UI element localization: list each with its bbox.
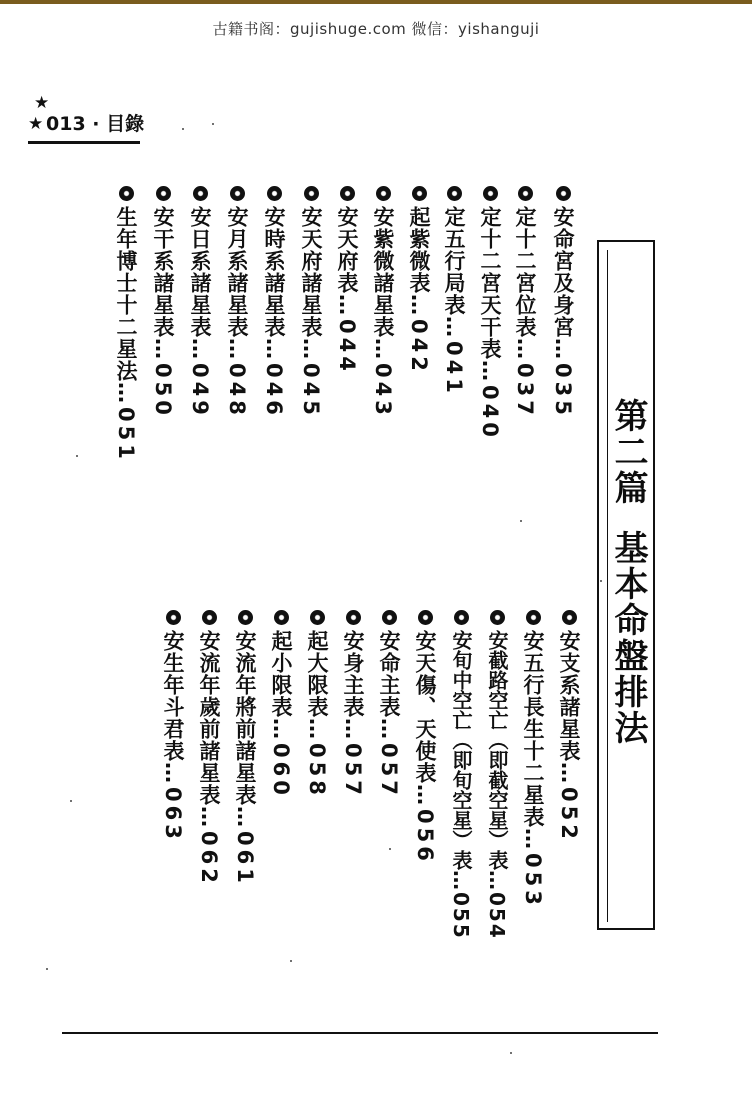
toc-page: …057	[377, 718, 401, 799]
bullet-icon	[556, 186, 571, 201]
toc-entry[interactable]	[224, 186, 250, 419]
scan-speck	[212, 123, 214, 125]
chapter-title: 基本命盤排法	[608, 530, 648, 746]
toc-page: …045	[299, 338, 323, 419]
toc-page: …048	[225, 338, 249, 419]
toc-title: 安干系諸星表	[151, 206, 176, 338]
toc-page: …056	[413, 784, 437, 865]
bullet-icon	[518, 186, 533, 201]
toc-page: …041	[442, 316, 466, 397]
toc-title: 安旬中空亡（即旬空星）表	[449, 630, 473, 870]
bullet-icon	[202, 610, 217, 625]
bullet-icon	[238, 610, 253, 625]
scan-speck	[290, 960, 292, 962]
bullet-icon	[346, 610, 361, 625]
bullet-icon	[166, 610, 181, 625]
toc-page: …040	[478, 360, 502, 441]
toc-page: …061	[233, 806, 257, 887]
bullet-icon	[119, 186, 134, 201]
header-rule	[28, 141, 140, 144]
toc-title: 安支系諸星表	[557, 630, 582, 762]
toc-title: 定五行局表	[442, 206, 467, 316]
bullet-icon	[230, 186, 245, 201]
bullet-icon	[490, 610, 505, 625]
chapter-number: 第二篇	[608, 398, 648, 506]
toc-page: …044	[335, 294, 359, 375]
toc-entry[interactable]	[477, 186, 503, 441]
bullet-icon	[156, 186, 171, 201]
bullet-icon	[304, 186, 319, 201]
top-border	[0, 0, 752, 4]
toc-title: 安天府表	[335, 206, 360, 294]
toc-entry[interactable]	[550, 186, 576, 419]
toc-title: 安生年斗君表	[161, 630, 186, 762]
toc-entry[interactable]	[261, 186, 287, 419]
bottom-rule	[62, 1032, 658, 1034]
toc-entry[interactable]	[412, 610, 438, 865]
toc-page: …042	[407, 294, 431, 375]
toc-title: 安命主表	[377, 630, 402, 718]
bullet-icon	[562, 610, 577, 625]
page-header: 013 · 目錄	[46, 113, 145, 135]
toc-page: …053	[521, 828, 545, 909]
toc-title: 安五行長生十二星表	[521, 630, 546, 828]
toc-title: 安流年將前諸星表	[233, 630, 258, 806]
bullet-icon	[340, 186, 355, 201]
toc-entry[interactable]	[113, 186, 139, 463]
toc-page: …051	[114, 382, 138, 463]
scan-speck	[510, 1052, 512, 1054]
chapter-heading	[606, 398, 650, 746]
toc-page: …052	[557, 762, 581, 843]
bullet-icon	[447, 186, 462, 201]
toc-entry[interactable]	[150, 186, 176, 419]
toc-entry[interactable]	[370, 186, 396, 419]
scan-speck	[70, 800, 72, 802]
toc-entry[interactable]	[448, 610, 473, 940]
toc-page: …063	[161, 762, 185, 843]
toc-title: 安天傷、天使表	[413, 630, 438, 784]
bullet-icon	[382, 610, 397, 625]
toc-page: …046	[262, 338, 286, 419]
toc-entry[interactable]	[232, 610, 258, 887]
toc-entry[interactable]	[512, 186, 538, 419]
toc-title: 安天府諸星表	[299, 206, 324, 338]
bullet-icon	[483, 186, 498, 201]
bullet-icon	[274, 610, 289, 625]
toc-page: …043	[371, 338, 395, 419]
toc-entry[interactable]	[268, 610, 294, 799]
toc-title: 起紫微表	[407, 206, 432, 294]
scan-speck	[182, 128, 184, 130]
toc-entry[interactable]	[334, 186, 360, 375]
toc-title: 安月系諸星表	[225, 206, 250, 338]
toc-title: 生年博士十二星法	[114, 206, 139, 382]
bullet-icon	[193, 186, 208, 201]
toc-entry[interactable]	[556, 610, 582, 843]
toc-page: …058	[305, 718, 329, 799]
scan-speck	[600, 580, 602, 582]
bullet-icon	[412, 186, 427, 201]
watermark: 古籍书阁：gujishuge.com 微信：yishanguji	[212, 20, 540, 38]
toc-entry[interactable]	[406, 186, 432, 375]
toc-page: …062	[197, 806, 221, 887]
toc-page: …050	[151, 338, 175, 419]
star-icon: ★	[34, 93, 50, 113]
bullet-icon	[376, 186, 391, 201]
toc-title: 安截路空亡（即截空星）表	[485, 630, 509, 870]
toc-title: 安流年歲前諸星表	[197, 630, 222, 806]
toc-entry[interactable]	[520, 610, 546, 909]
bullet-icon	[454, 610, 469, 625]
toc-entry[interactable]	[187, 186, 213, 419]
toc-title: 安身主表	[341, 630, 366, 718]
toc-entry[interactable]	[160, 610, 186, 843]
toc-title: 安日系諸星表	[188, 206, 213, 338]
toc-page: …054	[485, 870, 509, 940]
toc-page: …049	[188, 338, 212, 419]
toc-entry[interactable]	[298, 186, 324, 419]
star-icon: ★	[28, 114, 44, 134]
bullet-icon	[526, 610, 541, 625]
toc-title: 安命宮及身宮	[551, 206, 576, 338]
toc-entry[interactable]	[484, 610, 509, 940]
scan-speck	[76, 455, 78, 457]
bullet-icon	[418, 610, 433, 625]
scan-speck	[520, 520, 522, 522]
toc-entry[interactable]	[196, 610, 222, 887]
toc-page: …055	[449, 870, 473, 940]
toc-page: …060	[269, 718, 293, 799]
toc-title: 起大限表	[305, 630, 330, 718]
scan-speck	[46, 968, 48, 970]
toc-page: …035	[551, 338, 575, 419]
toc-title: 定十二宮位表	[513, 206, 538, 338]
toc-title: 起小限表	[269, 630, 294, 718]
toc-title: 定十二宮天干表	[478, 206, 503, 360]
toc-title: 安時系諸星表	[262, 206, 287, 338]
toc-entry[interactable]	[441, 186, 467, 397]
toc-entry[interactable]	[304, 610, 330, 799]
toc-page: …037	[513, 338, 537, 419]
scan-speck	[389, 848, 391, 850]
bullet-icon	[267, 186, 282, 201]
toc-entry[interactable]	[340, 610, 366, 799]
toc-entry[interactable]	[376, 610, 402, 799]
toc-title: 安紫微諸星表	[371, 206, 396, 338]
bullet-icon	[310, 610, 325, 625]
toc-page: …057	[341, 718, 365, 799]
